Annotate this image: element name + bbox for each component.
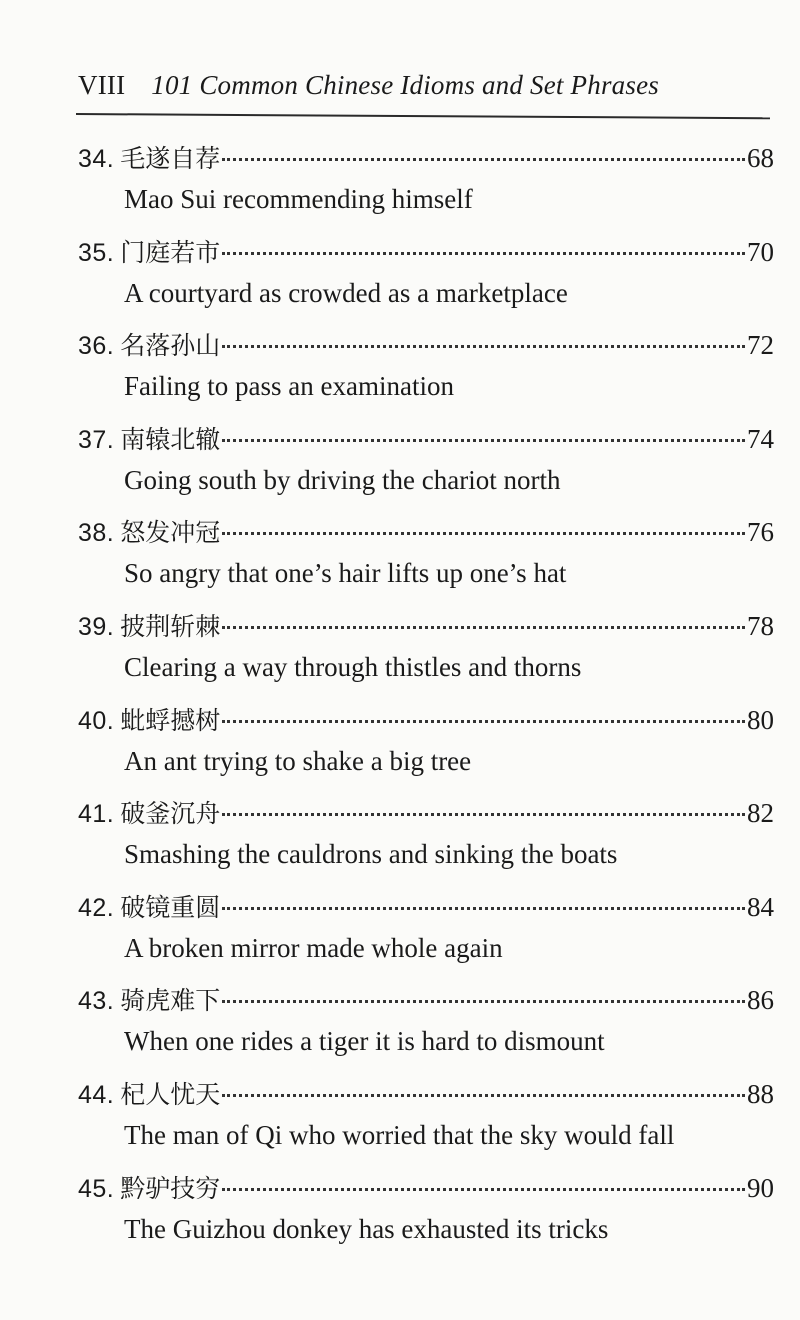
dot-leader	[222, 907, 745, 910]
entry-page-number: 88	[747, 1078, 774, 1109]
toc-entry-line	[78, 1076, 774, 1113]
dot-leader	[222, 720, 745, 723]
entry-chinese-title: 骑虎难下	[120, 986, 221, 1016]
entry-english-title: Clearing a way through thistles and thorns	[124, 651, 582, 682]
entry-english-title: A courtyard as crowded as a marketplace	[124, 277, 568, 308]
dot-leader	[222, 532, 745, 535]
entry-english-title: Mao Sui recommending himself	[124, 184, 473, 214]
dot-leader	[222, 158, 745, 161]
entry-page-number: 76	[747, 517, 774, 548]
toc-entry-line	[78, 327, 774, 364]
toc-entry-line	[78, 889, 774, 926]
dot-leader	[222, 1000, 745, 1003]
dot-leader	[222, 626, 745, 629]
book-title: 101 Common Chinese Idioms and Set Phrases	[151, 70, 659, 100]
entry-page-number: 80	[747, 704, 774, 735]
header-rule	[76, 113, 770, 119]
entry-number: 38.	[78, 519, 115, 548]
entry-number: 37.	[78, 425, 115, 454]
entry-chinese-title: 破釜沉舟	[120, 799, 221, 829]
entry-chinese-title: 蚍蜉撼树	[120, 705, 221, 735]
toc-entry-line	[78, 421, 774, 458]
toc-entry-line	[78, 702, 774, 739]
entry-english-title: When one rides a tiger it is hard to dismount	[124, 1026, 605, 1057]
toc-entry-line	[78, 608, 774, 645]
toc-entry	[78, 702, 774, 796]
entry-chinese-title: 怒发冲冠	[120, 518, 221, 548]
page-folio: VIII	[78, 70, 126, 100]
toc-entry-line	[78, 140, 774, 177]
entry-page-number: 68	[747, 143, 774, 173]
toc-entry	[78, 1170, 774, 1264]
entry-chinese-title: 黔驴技穷	[120, 1173, 221, 1203]
entry-english-title: Failing to pass an examination	[124, 371, 454, 402]
entry-number: 45.	[78, 1174, 115, 1203]
entry-english-title: The man of Qi who worried that the sky would fall	[124, 1119, 675, 1150]
toc-entry	[78, 140, 774, 234]
toc-entry	[78, 795, 774, 889]
toc-entry	[78, 982, 774, 1076]
entry-chinese-title: 破镜重圆	[120, 892, 221, 922]
entry-english-title: Smashing the cauldrons and sinking the boats	[124, 839, 618, 870]
dot-leader	[222, 252, 745, 255]
toc-entry	[78, 421, 774, 515]
toc-entry	[78, 1076, 774, 1170]
entry-page-number: 90	[747, 1172, 774, 1203]
entry-number: 41.	[78, 800, 115, 829]
toc-entry	[78, 234, 774, 328]
entry-number: 44.	[78, 1080, 115, 1109]
toc-entry-line	[78, 795, 774, 832]
running-head	[78, 70, 659, 101]
entry-page-number: 84	[747, 891, 774, 922]
entry-chinese-title: 南辕北辙	[120, 424, 221, 454]
entry-chinese-title: 杞人忧天	[120, 1079, 221, 1109]
table-of-contents	[78, 140, 774, 1263]
dot-leader	[222, 345, 745, 348]
toc-entry-line	[78, 1170, 774, 1207]
entry-chinese-title: 门庭若市	[120, 237, 221, 267]
toc-entry	[78, 327, 774, 421]
entry-number: 43.	[78, 987, 115, 1016]
entry-english-title: A broken mirror made whole again	[124, 932, 503, 963]
toc-entry	[78, 608, 774, 702]
entry-chinese-title: 毛遂自荐	[120, 144, 221, 173]
entry-page-number: 86	[747, 985, 774, 1016]
toc-entry	[78, 514, 774, 608]
entry-chinese-title: 名落孙山	[120, 331, 221, 361]
entry-chinese-title: 披荆斩棘	[120, 611, 221, 641]
dot-leader	[222, 439, 745, 442]
dot-leader	[222, 1094, 745, 1097]
entry-page-number: 82	[747, 798, 774, 829]
entry-page-number: 70	[747, 236, 774, 267]
entry-page-number: 72	[747, 330, 774, 361]
toc-entry-line	[78, 514, 774, 551]
toc-entry-line	[78, 234, 774, 271]
entry-number: 35.	[78, 238, 115, 267]
dot-leader	[222, 1188, 745, 1191]
toc-entry-line	[78, 982, 774, 1019]
entry-number: 34.	[78, 145, 115, 173]
dot-leader	[222, 813, 745, 816]
entry-english-title: So angry that one’s hair lifts up one’s hat	[124, 558, 567, 589]
entry-number: 36.	[78, 332, 115, 361]
toc-entry	[78, 889, 774, 983]
entry-number: 39.	[78, 612, 115, 641]
entry-english-title: The Guizhou donkey has exhausted its tricks	[124, 1213, 609, 1244]
entry-number: 42.	[78, 893, 115, 922]
entry-page-number: 74	[747, 423, 774, 454]
entry-english-title: An ant trying to shake a big tree	[124, 745, 472, 776]
entry-page-number: 78	[747, 610, 774, 641]
entry-number: 40.	[78, 706, 115, 735]
entry-english-title: Going south by driving the chariot north	[124, 464, 561, 495]
